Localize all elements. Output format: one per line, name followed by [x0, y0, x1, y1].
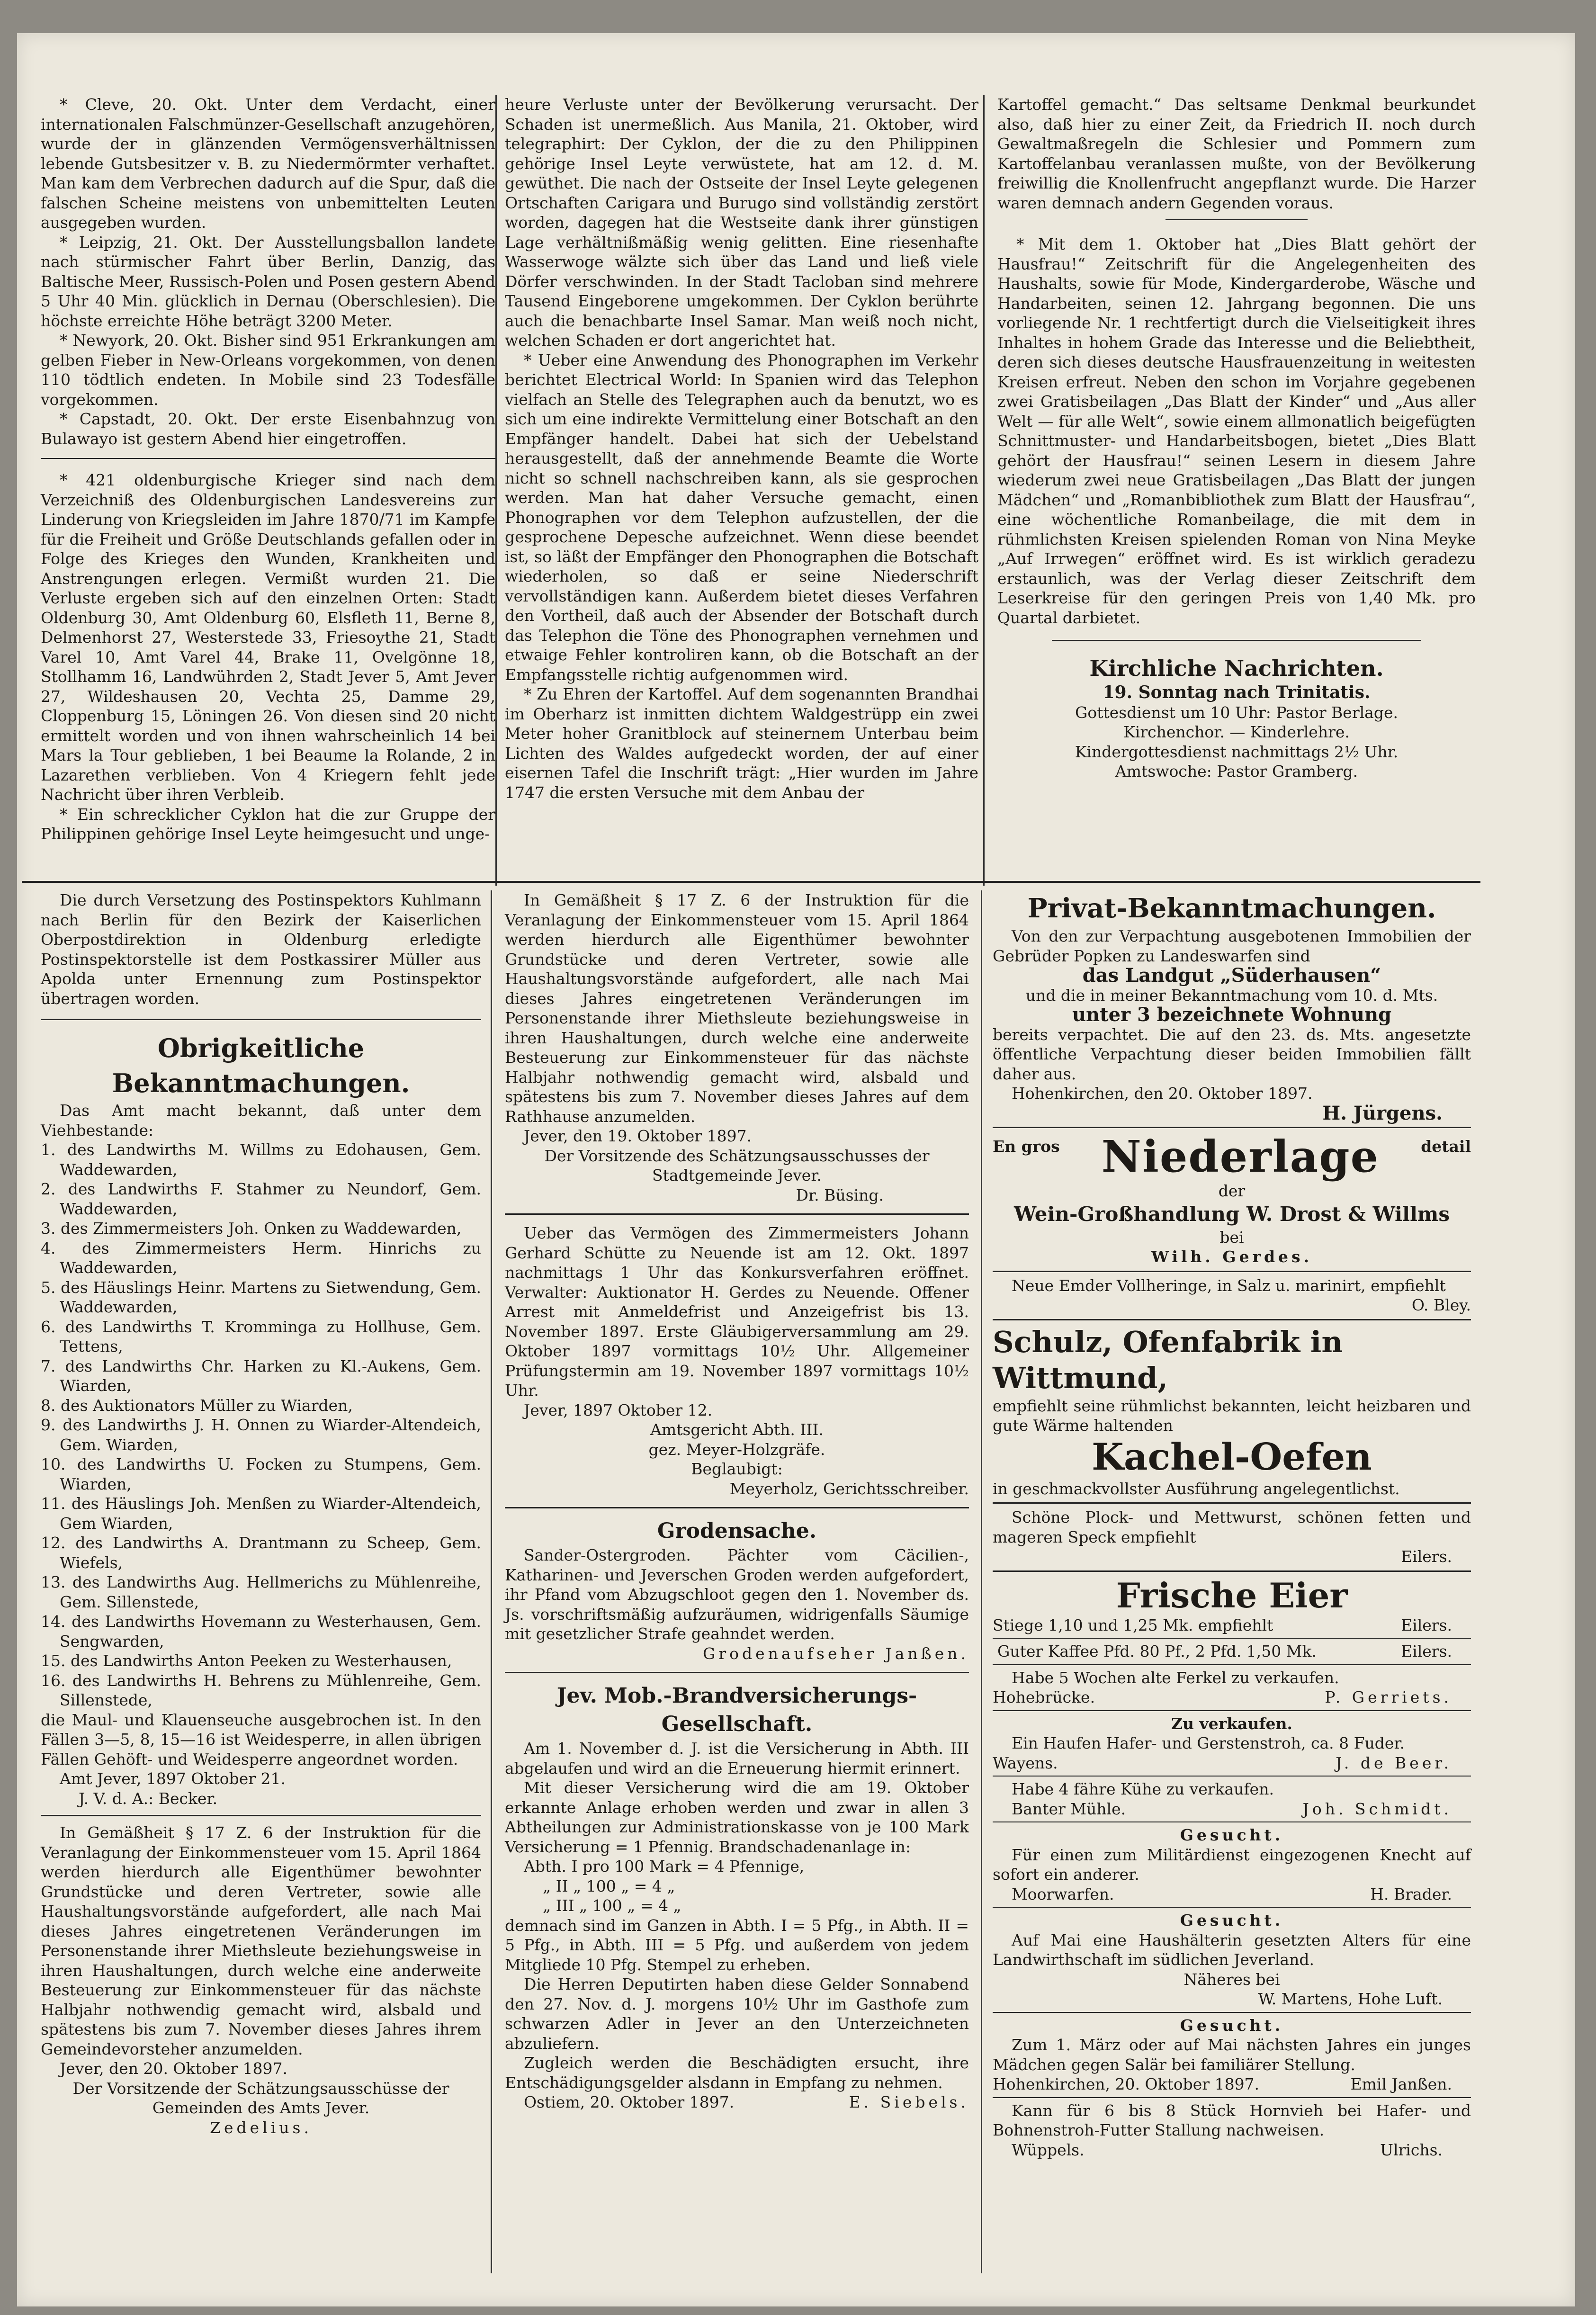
official-tail: die Maul- und Klauenseuche ausgebrochen ist. In den Fällen 3—5, 8, 15—16 ist Weidesperre, in allen übrigen Fällen Gehöft- und Weidesperre angeordnet worden.: [41, 1710, 481, 1768]
news-item: heure Verluste unter der Bevölkerung verursacht. Der Schaden ist unermeßlich. Aus Manila, 21. Oktober, wird telegraphirt: Der Cyklon, der die zu den Philippinen gehörige Insel Leyte verwüstete, hat am 12. d. M. gewüthet. Die nach der Ostseite der Insel Leyte gelegenen Ortschaften Carigara und Burugo sind vollständig zerstört worden, dagegen hat die Westseite dank ihrer günstigen Lage verhältnißmäßig wenig gelitten. Eine riesenhafte Wasserwoge wälzte sich über das Land und ließ viele Dörfer verschwinden. In der Stadt Tacloban sind mehrere Tausend Eingeborene umgekommen. Der Cyklon berührte auch die benachbarte Insel Samar. Man weiß noch nicht, welchen Schaden er dort angerichtet hat.: [505, 95, 978, 350]
news-column-1: [41, 95, 495, 844]
groden-notice: Sander-Ostergroden. Pächter vom Cäcilien-, Katharinen- und Jeverschen Groden werden aufgefordert, ihr Pfand vom Abzugschloot gegen den 1. November ds. Js. vorschriftsmäßig aufzuräumen, widrigenfalls Säumige mit gesetzlicher Strafe geahndet werden.: [505, 1546, 969, 1643]
wanted-title: Gesucht.: [1180, 1826, 1284, 1844]
wanted-date: Hohenkirchen, 20. Oktober 1897.: [993, 2075, 1260, 2093]
herring-sign: O. Bley.: [1411, 1296, 1471, 1314]
insurance-date: Ostiem, 20. Oktober 1897.: [524, 2093, 735, 2111]
bankruptcy-date: Jever, 1897 Oktober 12.: [524, 1400, 713, 1419]
engros-label: En gros: [993, 1137, 1060, 1156]
clerk-sign: Meyerholz, Gerichtsschreiber.: [729, 1479, 969, 1498]
private-title: Privat-Bekanntmachungen.: [1027, 893, 1436, 924]
church-line: Amtswoche: Pastor Gramberg.: [1115, 762, 1358, 781]
eggs-title: Frische Eier: [1116, 1575, 1348, 1615]
news-item: * Newyork, 20. Okt. Bisher sind 951 Erkrankungen am gelben Fieber in New-Orleans vorgekommen, von denen 110 tödtlich endeten. In Mobile sind 23 Todesfälle vorgekommen.: [41, 331, 495, 409]
piglets-ad: Habe 5 Wochen alte Ferkel zu verkaufen.: [1012, 1668, 1339, 1687]
insurance-title: Jev. Mob.-Brandversicherungs-Gesellschaft.: [556, 1684, 917, 1736]
groden-sign: Grodenaufseher Janßen.: [702, 1644, 969, 1663]
private-column: [993, 890, 1471, 2160]
column-divider: [491, 890, 492, 2273]
cattle-ad: Kann für 6 bis 8 Stück Hornvieh bei Hafer- und Bohnenstroh-Futter Stallung nachweisen.: [993, 2101, 1471, 2139]
news-item: * Mit dem 1. Oktober hat „Dies Blatt gehört der Hausfrau!“ Zeitschrift für die Angelegenheiten des Haushalts, sowie für Mode, Kindergarderobe, Wäsche und Handarbeiten, seinen 12. Jahrgang begonnen. Die uns vorliegende Nr. 1 rechtfertigt durch die Vielseitigkeit ihres Inhaltes in hohem Grade das Interesse und die Beliebtheit, deren sich dieses deutsche Hausfrauenzeitung in weitesten Kreisen erfreut. Neben den schon im Vorjahre gegebenen zwei Gratisbeilagen „Das Blatt der Kinder“ und „Aus aller Welt — für alle Welt“, sowie einem allmonatlich beigefügten Schnittmuster- und Handarbeitsbogen, bietet „Dies Blatt gehört der Hausfrau!“ seinen Lesern in diesem Jahre wiederum zwei neue Gratisbeilagen „Das Blatt der jungen Mädchen“ und „Romanbibliothek zum Blatt der Hausfrau“, eine wöchentliche Romanbeilage, die mit dem in rühmlichsten Kreisen spielenden Roman von Nina Meyke „Auf Irrwegen“ eröffnet wird. Es ist wirklich geradezu erstaunlich, was der Verlag dieser Zeitschrift dem Leserkreise für den geringen Preis von 1,40 Mk. pro Quartal darbietet.: [997, 235, 1476, 627]
news-item: * 421 oldenburgische Krieger sind nach dem Verzeichniß des Oldenburgischen Landesvereins zur Linderung von Kriegsleiden im Jahre 1870/71 im Kampfe für die Freiheit und Größe Deutschlands gefallen oder in Folge des Krieges den Wunden, Krankheiten und Anstrengungen erlegen. Vermißt wurden 21. Die Verluste ergeben sich auf den einzelnen Orten: Stadt Oldenburg 30, Amt Oldenburg 60, Elsfleth 11, Berne 8, Delmenhorst 27, Westerstede 33, Friesoythe 21, Stadt Varel 10, Amt Varel 44, Brake 11, Ovelgönne 18, Stollhamm 16, Landwührden 2, Stadt Jever 5, Amt Jever 27, Wildeshausen 20, Vechta 25, Damme 29, Cloppenburg 15, Löningen 26. Von diesen sind 20 nicht ermittelt worden und von ihnen wahrscheinlich 14 bei Mars la Tour geblieben, 1 bei Beaume la Rolande, 2 in Lazarethen verblieben. Von 4 Kriegern fehlt jede Nachricht über ihren Verbleib.: [41, 471, 495, 804]
divider: [993, 1502, 1471, 1504]
coffee-line: [993, 1642, 1471, 1661]
rate-line: „ II „ 100 „ = 4 „: [543, 1876, 675, 1895]
divider: [505, 1507, 969, 1508]
eggs-sign: Eilers.: [1401, 1615, 1452, 1634]
news-item: Kartoffel gemacht.“ Das seltsame Denkmal beurkundet also, daß hier zu einer Zeit, da Friedrich II. noch durch Gewaltmaßregeln die Schlesier und Pommern zum Kartoffelanbau veranlassen mußte, von der Bevölkerung freiwillig die Knollenfrucht angepflanzt wurde. Die Harzer waren demnach andern Gegenden voraus.: [997, 95, 1476, 212]
estate-text: Von den zur Verpachtung ausgebotenen Immobilien der Gebrüder Popken zu Landeswarfen sind: [993, 927, 1471, 965]
sausage-sign: Eilers.: [1401, 1547, 1452, 1566]
straw-footer: [993, 1753, 1471, 1773]
estate-flat: unter 3 bezeichnete Wohnung: [1072, 1004, 1392, 1026]
divider: [993, 1907, 1471, 1908]
niederlage-header: [993, 1132, 1471, 1181]
tax-date: Jever, den 20. Oktober 1897.: [60, 2059, 287, 2078]
cattle-footer: [993, 2140, 1471, 2160]
herring-ad: Neue Emder Vollheringe, in Salz u. marinirt, empfiehlt: [1012, 1276, 1446, 1295]
estate-name: das Landgut „Süderhausen“: [1082, 964, 1381, 987]
coffee-sign: Eilers.: [1401, 1642, 1452, 1660]
list-item: 15. des Landwirths Anton Peeken zu Westerhausen,: [41, 1651, 452, 1670]
eggs-text: Stiege 1,10 und 1,25 Mk. empfiehlt: [993, 1615, 1273, 1634]
straw-ad: Ein Haufen Hafer- und Gerstenstroh, ca. 8 Fuder.: [1012, 1734, 1405, 1752]
list-item: 10. des Landwirths U. Focken zu Stumpens, Gem. Wiarden,: [41, 1455, 481, 1493]
divider: [993, 1776, 1471, 1777]
kachel-title: Kachel-Oefen: [1092, 1435, 1372, 1479]
list-item: 14. des Landwirths Hovemann zu Westerhausen, Gem. Sengwarden,: [41, 1612, 481, 1651]
list-item: 16. des Landwirths H. Behrens zu Mühlenreihe, Gem. Sillenstede,: [41, 1671, 481, 1709]
divider: [505, 1672, 969, 1673]
tax-office: Der Vorsitzende des Schätzungsausschusses der Stadtgemeinde Jever.: [544, 1146, 930, 1184]
cows-ad: Habe 4 fähre Kühe zu verkaufen.: [1012, 1780, 1274, 1798]
wine-merchant: Wein-Großhandlung W. Drost & Willms: [1013, 1202, 1450, 1226]
wanted-place: Moorwarfen.: [1012, 1884, 1114, 1903]
list-item: 12. des Landwirths A. Drantmann zu Scheep, Gem. Wiefels,: [41, 1534, 481, 1572]
cows-place: Banter Mühle.: [1012, 1799, 1126, 1818]
church-sunday: 19. Sonntag nach Trinitatis.: [1103, 682, 1371, 702]
church-line: Kindergottesdienst nachmittags 2½ Uhr.: [1075, 742, 1399, 761]
divider: [993, 1664, 1471, 1665]
court-name: Amtsgericht Abth. III.: [650, 1420, 824, 1439]
livestock-list: [41, 1140, 481, 1710]
church-line: Kirchenchor. — Kinderlehre.: [1123, 723, 1350, 741]
estate-text: bereits verpachtet. Die auf den 23. ds. Mts. angesetzte öffentliche Verpachtung dieser beiden Immobilien fällt daher aus.: [993, 1025, 1471, 1083]
divider: [41, 1815, 481, 1816]
official-date: Amt Jever, 1897 Oktober 21.: [60, 1769, 286, 1788]
divider: [993, 1710, 1471, 1711]
court-sign: gez. Meyer-Holzgräfe.: [648, 1440, 825, 1459]
newspaper-page: [17, 33, 1575, 2306]
coffee-ad: Guter Kaffee Pfd. 80 Pf., 2 Pfd. 1,50 Mk.: [997, 1642, 1317, 1660]
piglets-footer: [993, 1687, 1471, 1707]
column-divider: [983, 95, 985, 886]
list-item: 1. des Landwirths M. Willms zu Edohausen, Gem. Waddewarden,: [41, 1140, 481, 1179]
tax-date: Jever, den 19. Oktober 1897.: [524, 1127, 752, 1145]
divider: [1052, 640, 1421, 641]
list-item: 3. des Zimmermeisters Joh. Onken zu Waddewarden,: [41, 1219, 462, 1238]
tax-office: Der Vorsitzende der Schätzungsausschüsse der Gemeinden des Amts Jever.: [72, 2079, 449, 2117]
wanted-title: Gesucht.: [1180, 1911, 1284, 1929]
divider: [993, 1821, 1471, 1822]
tax-sign: Dr. Büsing.: [796, 1185, 884, 1204]
straw-place: Wayens.: [993, 1753, 1058, 1772]
wanted-footer: [993, 1884, 1471, 1904]
wanted-title: Gesucht.: [1180, 2016, 1284, 2035]
bei-label: bei: [1219, 1228, 1244, 1247]
insurance-text: Mit dieser Versicherung wird die am 19. Oktober erkannte Anlage erhoben werden und zwar in allen 3 Abtheilungen zur Administrationskasse von je 100 Mark Versicherung = 1 Pfennig. Brandschadenanlage in:: [505, 1778, 969, 1856]
divider: [41, 458, 495, 459]
estate-date: Hohenkirchen, den 20. Oktober 1897.: [1012, 1084, 1313, 1103]
list-item: 9. des Landwirths J. H. Onnen zu Wiarder-Altendeich, Gem. Wiarden,: [41, 1416, 481, 1454]
news-item: * Leipzig, 21. Okt. Der Ausstellungsballon landete nach stürmischer Fahrt über Berlin, Danzig, das Baltische Meer, Russisch-Polen und Posen gestern Abend 5 Uhr 40 Min. glücklich in Dernau (Oberschlesien). Die höchste erreichte Höhe beträgt 3200 Meter.: [41, 233, 495, 330]
rate-line: „ III „ 100 „ = 4 „: [543, 1896, 681, 1915]
wanted-more: Näheres bei: [1184, 1970, 1280, 1989]
insurance-sign: E. Siebels.: [849, 2093, 969, 2111]
insurance-text: demnach sind im Ganzen in Abth. I = 5 Pfg., in Abth. II = 5 Pfg., in Abth. III = 5 Pfg. und außerdem von jedem Mitgliede 10 Pfg. Stempel zu erheben.: [505, 1916, 969, 1974]
official-lead: Das Amt macht bekannt, daß unter dem Viehbestande:: [41, 1101, 481, 1140]
sausage-ad: Schöne Plock- und Mettwurst, schönen fetten und mageren Speck empfiehlt: [993, 1508, 1471, 1546]
tax-sign: Zedelius.: [210, 2118, 312, 2137]
news-item: * Ein schrecklicher Cyklon hat die zur Gruppe der Philippinen gehörige Insel Leyte heimgesucht und unge-: [41, 805, 495, 843]
divider: [1166, 219, 1308, 220]
divider: [41, 1019, 481, 1020]
eggs-line: [993, 1615, 1471, 1635]
news-column-2: [505, 95, 978, 802]
list-item: 6. des Landwirths T. Kromminga zu Hollhuse, Gem. Tettens,: [41, 1317, 481, 1355]
insurance-text: Die Herren Deputirten haben diese Gelder Sonnabend den 27. Nov. d. J. morgens 10½ Uhr im Gasthofe zum schwarzen Adler in Jever an den Unterzeichneten abzuliefern.: [505, 1975, 969, 2053]
divider: [993, 1570, 1471, 1572]
cattle-place: Wüppels.: [1012, 2140, 1085, 2159]
divider: [993, 1638, 1471, 1639]
cows-footer: [993, 1799, 1471, 1819]
divider: [993, 2012, 1471, 2013]
tax-notice: In Gemäßheit § 17 Z. 6 der Instruktion für die Veranlagung der Einkommensteuer vom 15. April 1864 werden hierdurch alle Eigenthümer bewohnter Grundstücke und deren Vertreter, sowie alle Haushaltungsvorstände aufgefordert, alle nach Mai dieses Jahres eingetretenen Veränderungen im Personenstande ihrer Miethsleute beziehungsweise in ihren Haushaltungen, durch welche eine anderweite Besteuerung zur Einkommensteuer für das nächste Halbjahr nothwendig gemacht wird, alsbald und spätestens bis zum 7. November dieses Jahres ihrem Gemeindevorsteher anzumelden.: [41, 1823, 481, 2058]
der-label: der: [1218, 1182, 1246, 1200]
niederlage-title: Niederlage: [1101, 1131, 1380, 1182]
church-title: Kirchliche Nachrichten.: [1089, 655, 1384, 681]
column-divider: [981, 890, 982, 2273]
schulz-text: empfiehlt seine rühmlichst bekannten, leicht heizbaren und gute Wärme haltenden: [993, 1396, 1471, 1435]
list-item: 11. des Häuslings Joh. Menßen zu Wiarder-Altendeich, Gem Wiarden,: [41, 1494, 481, 1533]
gerdes-name: Wilh. Gerdes.: [1151, 1247, 1313, 1266]
wanted-sign: Emil Janßen.: [1350, 2075, 1452, 2093]
official-column: [41, 890, 481, 2137]
list-item: 13. des Landwirths Aug. Hellmerichs zu Mühlenreihe, Gem. Sillenstede,: [41, 1573, 481, 1611]
wanted-sign: H. Brader.: [1370, 1884, 1452, 1903]
straw-sign: J. de Beer.: [1336, 1753, 1452, 1772]
church-line: Gottesdienst um 10 Uhr: Pastor Berlage.: [1075, 703, 1398, 722]
piglets-sign: P. Gerriets.: [1325, 1688, 1452, 1706]
bankruptcy-notice: Ueber das Vermögen des Zimmermeisters Johann Gerhard Schütte zu Neuende ist am 12. Okt. 1897 nachmittags 1 Uhr das Konkursverfahren eröffnet. Verwalter: Auktionator H. Gerdes zu Neuende. Offener Arrest mit Anmeldefrist und Anzeigefrist bis 13. November 1897. Erste Gläubigerversammlung am 29. Oktober 1897 vormittags 10½ Uhr. Allgemeiner Prüfungstermin am 19. November 1897 vormittags 10½ Uhr.: [505, 1224, 969, 1400]
groden-title: Grodensache.: [657, 1519, 817, 1543]
insurance-text: Am 1. November d. J. ist die Versicherung in Abth. III abgelaufen und wird an die Erneuerung hiermit erinnert.: [505, 1739, 969, 1777]
divider: [993, 1271, 1471, 1272]
news-item: * Zu Ehren der Kartoffel. Auf dem sogenannten Brandhai im Oberharz ist inmitten dichtem Waldgestrüpp ein zwei Meter hoher Granitblock auf steinernem Unterbau beim Lichten des Waldes aufgedeckt worden, der auf einer eisernen Tafel die Inschrift trägt: „Hier wurden im Jahre 1747 die ersten Versuche mit dem Anbau der: [505, 685, 978, 802]
news-item: * Ueber eine Anwendung des Phonographen im Verkehr berichtet Electrical World: In Spanien wird das Telephon vielfach an Stelle des Telegraphen auch da benutzt, wo es sich um eine indirekte Vermittelung einer Botschaft an den Empfänger handelt. Dabei hat sich der Uebelstand herausgestellt, daß der annehmende Beamte die Worte nicht so schnell nachschreiben kann, als sie gesprochen werden. Man hat daher Versuche gemacht, einen Phonographen vor dem Telephon aufzustellen, der die gesprochene Depesche aufzeichnet. Wenn diese beendet ist, so läßt der Empfänger den Phonographen die Botschaft wiederholen, so daß er seine Niederschrift vervollständigen kann. Außerdem bietet dieses Verfahren den Vortheil, daß auch der Absender der Botschaft durch das Telephon die Töne des Phonographen vernehmen und etwaige Fehler kontroliren kann, ob die Botschaft an der Empfangsstelle richtig aufgenommen wird.: [505, 350, 978, 684]
column-divider: [495, 95, 497, 886]
news-item: * Capstadt, 20. Okt. Der erste Eisenbahnzug von Bulawayo ist gestern Abend hier eingetroffen.: [41, 410, 495, 448]
list-item: 4. des Zimmermeisters Herm. Hinrichs zu Waddewarden,: [41, 1238, 481, 1277]
certified-label: Beglaubigt:: [691, 1460, 783, 1478]
middle-column: [505, 890, 969, 2112]
divider: [505, 1213, 969, 1215]
piglets-place: Hohebrücke.: [993, 1688, 1095, 1706]
news-column-3: [997, 95, 1476, 781]
news-item: * Cleve, 20. Okt. Unter dem Verdacht, einer internationalen Falschmünzer-Gesellschaft anzugehören, wurde der in glänzenden Vermögensverhältnissen lebende Gutsbesitzer v. B. zu Niedermörmter verhaftet. Man kam dem Verbrechen dadurch auf die Spur, daß die falschen Scheine meistens von unbemittelten Leuten ausgegeben wurden.: [41, 95, 495, 232]
list-item: 5. des Häuslings Heinr. Martens zu Sietwendung, Gem. Waddewarden,: [41, 1278, 481, 1316]
list-item: 8. des Auktionators Müller zu Wiarden,: [41, 1396, 353, 1415]
official-sign: J. V. d. A.: Becker.: [79, 1789, 218, 1808]
estate-sign: H. Jürgens.: [1322, 1102, 1443, 1124]
divider: [993, 1319, 1471, 1320]
list-item: 7. des Landwirths Chr. Harken zu Kl.-Aukens, Gem. Wiarden,: [41, 1356, 481, 1395]
official-title: Obrigkeitliche Bekanntmachungen.: [112, 1033, 410, 1098]
rate-line: Abth. I pro 100 Mark = 4 Pfennige,: [524, 1857, 805, 1875]
tax-notice: In Gemäßheit § 17 Z. 6 der Instruktion für die Veranlagung der Einkommensteuer vom 15. April 1864 werden hierdurch alle Eigenthümer bewohnter Grundstücke und deren Vertreter, sowie alle Haushaltungsvorstände aufgefordert, alle nach Mai dieses Jahres eingetretenen Veränderungen im Personenstande ihrer Miethsleute beziehungsweise in ihren Haushaltungen, durch welche eine anderweite Besteuerung zur Einkommensteuer für das nächste Halbjahr nothwendig gemacht wird, alsbald und spätestens bis zum 7. November dieses Jahres auf dem Rathhause anzumelden.: [505, 891, 969, 1126]
cows-sign: Joh. Schmidt.: [1302, 1799, 1452, 1818]
detail-label: detail: [1421, 1137, 1471, 1156]
list-item: 2. des Landwirths F. Stahmer zu Neundorf, Gem. Waddewarden,: [41, 1180, 481, 1218]
divider: [993, 1127, 1471, 1128]
sale-title: Zu verkaufen.: [1171, 1714, 1293, 1733]
estate-text: und die in meiner Bekanntmachung vom 10. d. Mts.: [1025, 986, 1438, 1005]
cattle-sign: Ulrichs.: [1380, 2140, 1443, 2159]
wanted-sign: W. Martens, Hohe Luft.: [1258, 1990, 1443, 2008]
section-divider: [22, 881, 1480, 883]
kachel-text: in geschmackvollster Ausführung angelegentlichst.: [993, 1479, 1400, 1498]
insurance-footer: [505, 2092, 969, 2112]
divider: [993, 2097, 1471, 2098]
schulz-title: Schulz, Ofenfabrik in Wittmund,: [993, 1324, 1343, 1395]
wanted-text: Zum 1. März oder auf Mai nächsten Jahres ein junges Mädchen gegen Salär bei familiärer Stellung.: [993, 2036, 1471, 2074]
postal-notice: Die durch Versetzung des Postinspektors Kuhlmann nach Berlin für den Bezirk der Kaiserlichen Oberpostdirektion in Oldenburg erledigte Postinspektorstelle ist dem Postkassirer Müller aus Apolda unter Ernennung zum Postinspektor übertragen worden.: [41, 891, 481, 1008]
insurance-text: Zugleich werden die Beschädigten ersucht, ihre Entschädigungsgelder alsdann in Empfang zu nehmen.: [505, 2054, 969, 2092]
wanted-footer: [993, 2074, 1471, 2094]
church-news: [997, 654, 1476, 781]
wanted-text: Auf Mai eine Haushälterin gesetzten Alters für eine Landwirthschaft im südlichen Jeverland.: [993, 1930, 1471, 1969]
wanted-text: Für einen zum Militärdienst eingezogenen Knecht auf sofort ein anderer.: [993, 1845, 1471, 1884]
